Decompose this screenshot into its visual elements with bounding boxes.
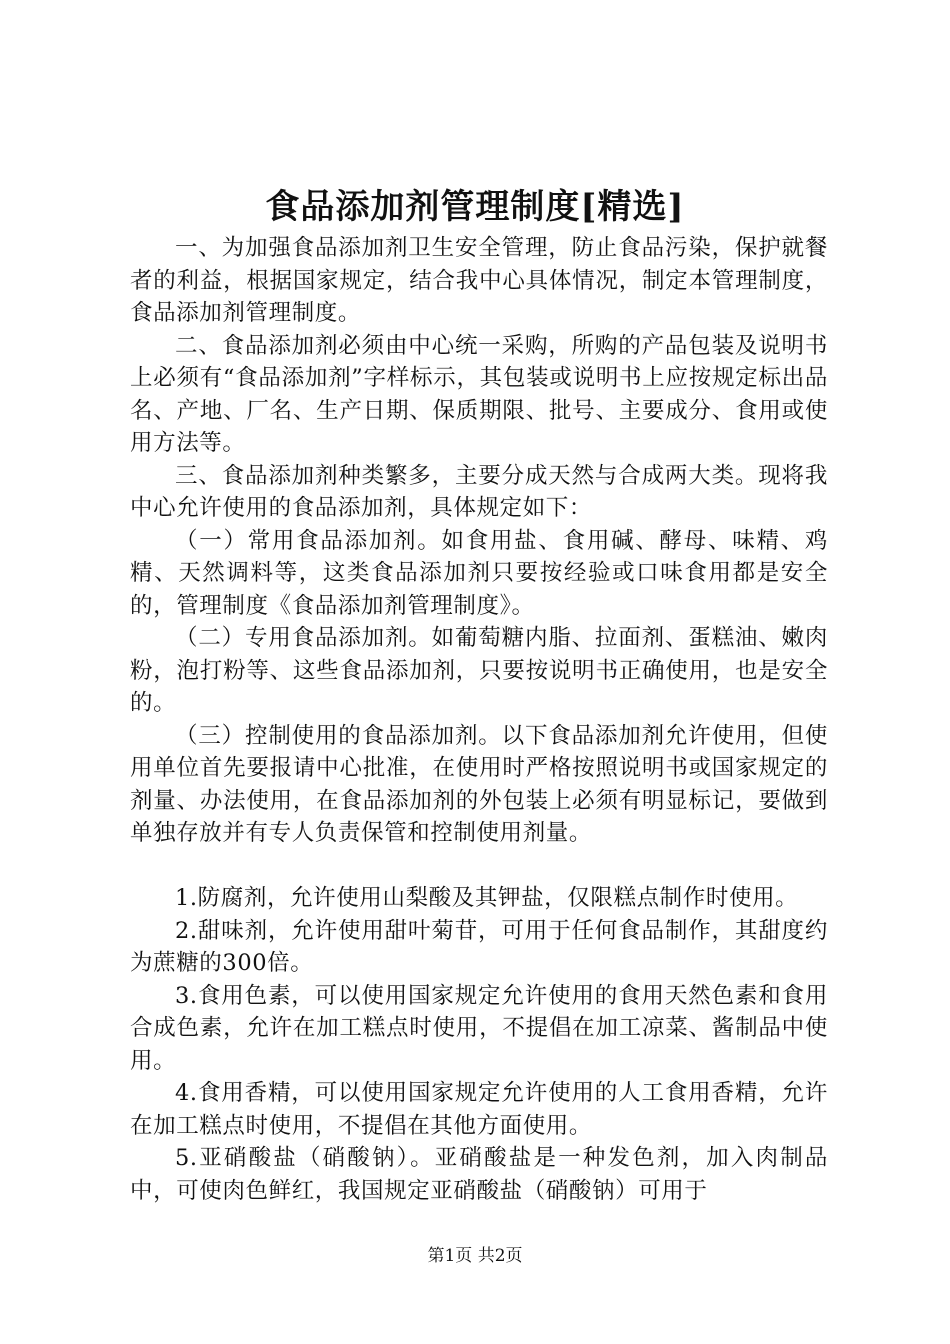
paragraph-5: （二）专用食品添加剂。如葡萄糖内脂、拉面剂、蛋糕油、嫩肉粉，泡打粉等、这些食品添加剂，只要按说明书正确使用，也是安全的。 — [130, 625, 828, 716]
list-item-2: 2.甜味剂，允许使用甜叶菊苷，可用于任何食品制作，其甜度约为蔗糖的300倍。 — [130, 917, 828, 976]
list-item-4: 4.食用香精，可以使用国家规定允许使用的人工食用香精，允许在加工糕点时使用，不提倡在其他方面使用。 — [130, 1080, 828, 1139]
paragraph-1: 一、为加强食品添加剂卫生安全管理，防止食品污染，保护就餐者的利益，根据国家规定，结合我中心具体情况，制定本管理制度，食品添加剂管理制度。 — [130, 235, 828, 326]
paragraph-2: 二、食品添加剂必须由中心统一采购，所购的产品包装及说明书上必须有“食品添加剂”字样标示，其包装或说明书上应按规定标出品名、产地、厂名、生产日期、保质期限、批号、主要成分、食用或使用方法等。 — [130, 332, 828, 456]
paragraph-3: 三、食品添加剂种类繁多，主要分成天然与合成两大类。现将我中心允许使用的食品添加剂，具体规定如下： — [130, 462, 828, 521]
document-title: 食品添加剂管理制度[精选] — [265, 187, 685, 227]
document-body — [130, 232, 828, 1207]
page-number-footer: 第1页 共2页 — [427, 1246, 523, 1266]
list-item-1: 1.防腐剂，允许使用山梨酸及其钾盐，仅限糕点制作时使用。 — [175, 885, 799, 911]
list-item-5: 5.亚硝酸盐（硝酸钠）。亚硝酸盐是一种发色剂，加入肉制品中，可使肉色鲜红，我国规定亚硝酸盐（硝酸钠）可用于 — [130, 1145, 828, 1204]
list-item-3: 3.食用色素，可以使用国家规定允许使用的食用天然色素和食用合成色素，允许在加工糕点时使用，不提倡在加工凉菜、酱制品中使用。 — [130, 982, 828, 1074]
paragraph-6: （三）控制使用的食品添加剂。以下食品添加剂允许使用，但使用单位首先要报请中心批准，在使用时严格按照说明书或国家规定的剂量、办法使用，在食品添加剂的外包装上必须有明显标记，要做到单独存放并有专人负责保管和控制使用剂量。 — [130, 722, 828, 846]
paragraph-4: （一）常用食品添加剂。如食用盐、食用碱、酵母、味精、鸡精、天然调料等，这类食品添加剂只要按经验或口味食用都是安全的，管理制度《食品添加剂管理制度》。 — [130, 527, 828, 619]
